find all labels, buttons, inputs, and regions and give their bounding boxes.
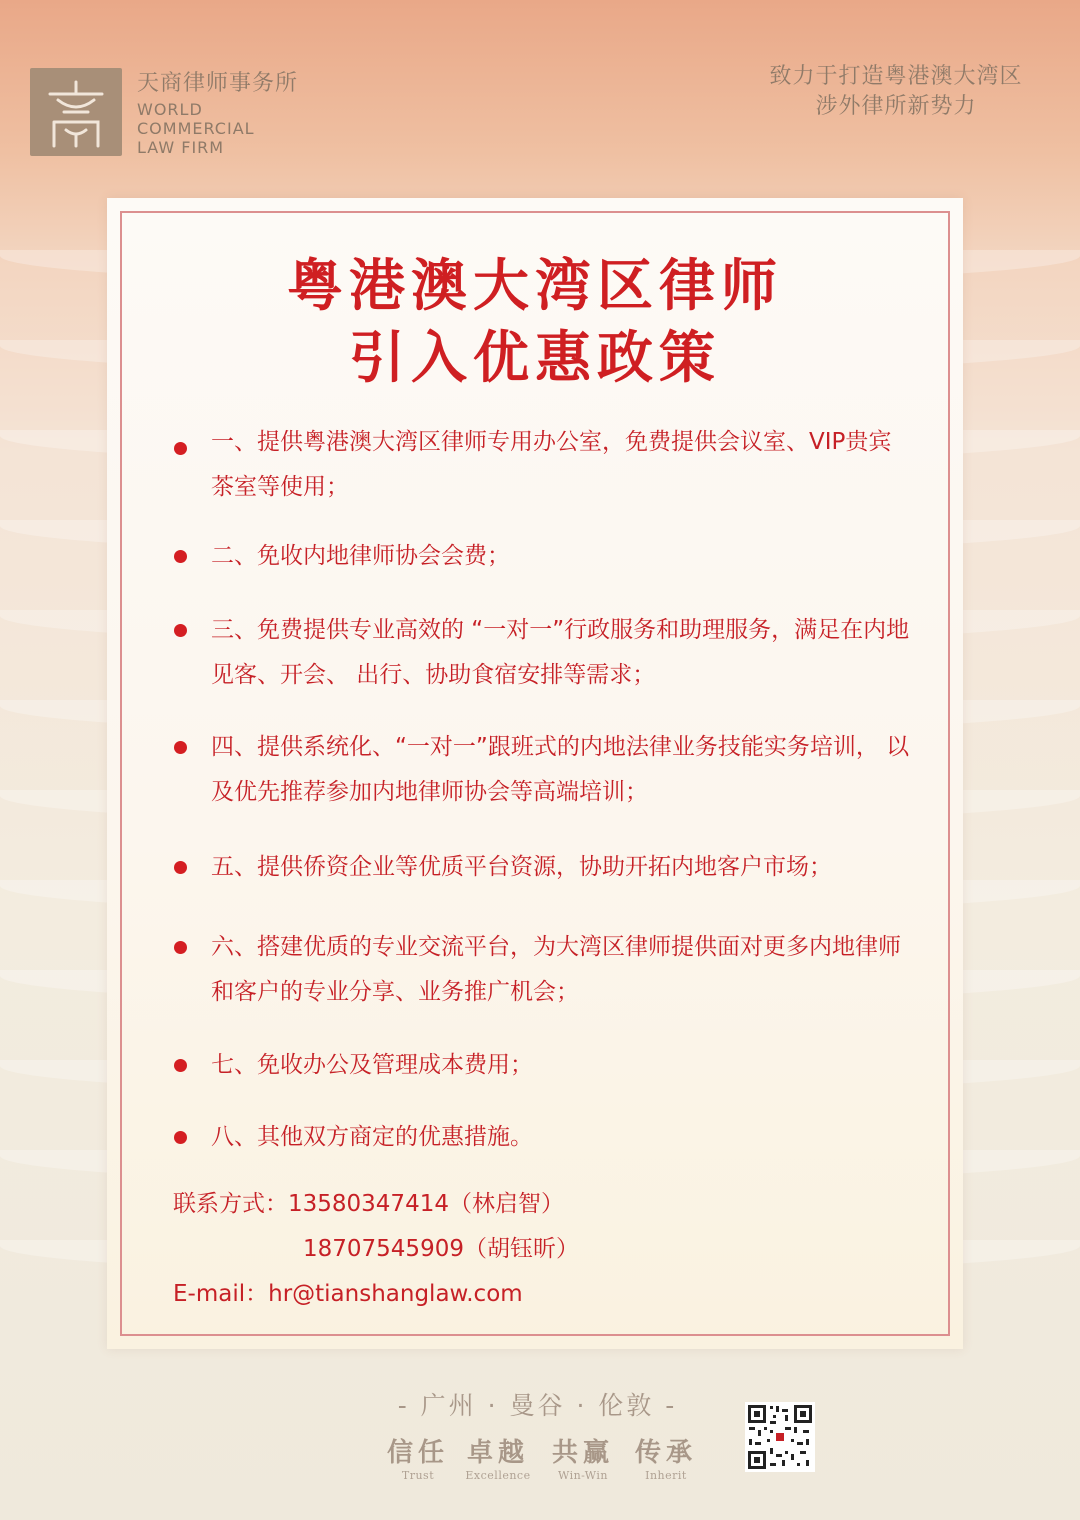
contact-info — [173, 1182, 579, 1317]
qr-code[interactable] — [745, 1402, 815, 1472]
policy-item-text: 七、免收办公及管理成本费用； — [211, 1052, 533, 1078]
bullet-dot-icon — [174, 442, 187, 455]
policy-item-text: 四、提供系统化、“一对一”跟班式的内地法律业务技能实务培训， 以及优先推荐参加内地律师协会等高端培训； — [211, 734, 910, 805]
bullet-dot-icon — [174, 624, 187, 637]
policy-item-text: 八、其他双方商定的优惠措施。 — [211, 1124, 533, 1150]
value-en: Inherit — [645, 1469, 687, 1482]
qr-code-icon — [745, 1402, 815, 1472]
firm-name-en-line: LAW FIRM — [137, 138, 225, 157]
value-item — [543, 1432, 623, 1482]
page-title — [107, 250, 963, 394]
value-en: Excellence — [465, 1469, 531, 1482]
policy-item-text: 五、提供侨资企业等优质平台资源，协助开拓内地客户市场； — [211, 854, 832, 880]
value-cn: 共赢 — [551, 1438, 614, 1468]
slogan — [746, 62, 1046, 122]
value-item — [626, 1432, 706, 1482]
slogan-line: 涉外律所新势力 — [815, 94, 977, 119]
value-en: Trust — [401, 1469, 435, 1482]
policy-item-text: 二、免收内地律师协会会费； — [211, 543, 510, 569]
bullet-dot-icon — [174, 741, 187, 754]
firm-logo — [30, 68, 122, 156]
policy-item-text: 三、免费提供专业高效的 “一对一”行政服务和助理服务，满足在内地见客、开会、 出行、协助食宿安排等需求； — [211, 617, 910, 688]
value-item — [378, 1432, 458, 1482]
title-line: 引入优惠政策 — [349, 325, 721, 391]
bullet-dot-icon — [174, 861, 187, 874]
slogan-line: 致力于打造粤港澳大湾区 — [769, 64, 1023, 89]
value-cn: 卓越 — [466, 1438, 529, 1468]
title-line: 粤港澳大湾区律师 — [287, 253, 783, 319]
bullet-dot-icon — [174, 550, 187, 563]
value-en: Win-Win — [557, 1469, 609, 1482]
policy-card — [107, 198, 963, 1349]
value-cn: 信任 — [386, 1438, 449, 1468]
logo-seal-icon — [30, 68, 122, 156]
contact-row — [173, 1182, 579, 1227]
policy-item-text: 一、提供粤港澳大湾区律师专用办公室，免费提供会议室、VIP贵宾茶室等使用； — [211, 429, 892, 500]
bullet-dot-icon — [174, 1131, 187, 1144]
contact-row — [173, 1227, 579, 1272]
phone-link[interactable]: 18707545909（胡钰昕） — [303, 1236, 579, 1262]
firm-name-en-line: WORLD — [137, 100, 203, 119]
value-item — [458, 1432, 538, 1482]
bullet-dot-icon — [174, 1059, 187, 1072]
header — [0, 0, 1080, 200]
value-cn: 传承 — [634, 1438, 697, 1468]
firm-name-en-line: COMMERCIAL — [137, 119, 255, 138]
contact-label: 联系方式： — [173, 1191, 288, 1217]
policy-item-text: 六、搭建优质的专业交流平台，为大湾区律师提供面对更多内地律师和客户的专业分享、业务推广机会； — [211, 934, 901, 1005]
bullet-dot-icon — [174, 941, 187, 954]
firm-name-en — [137, 100, 255, 157]
phone-link[interactable]: 13580347414（林启智） — [288, 1191, 564, 1217]
firm-name-cn: 天商律师事务所 — [137, 71, 299, 96]
email-link[interactable]: E-mail：hr@tianshanglaw.com — [173, 1281, 523, 1307]
footer-cities: - 广州 · 曼谷 · 伦敦 - — [397, 1391, 678, 1420]
